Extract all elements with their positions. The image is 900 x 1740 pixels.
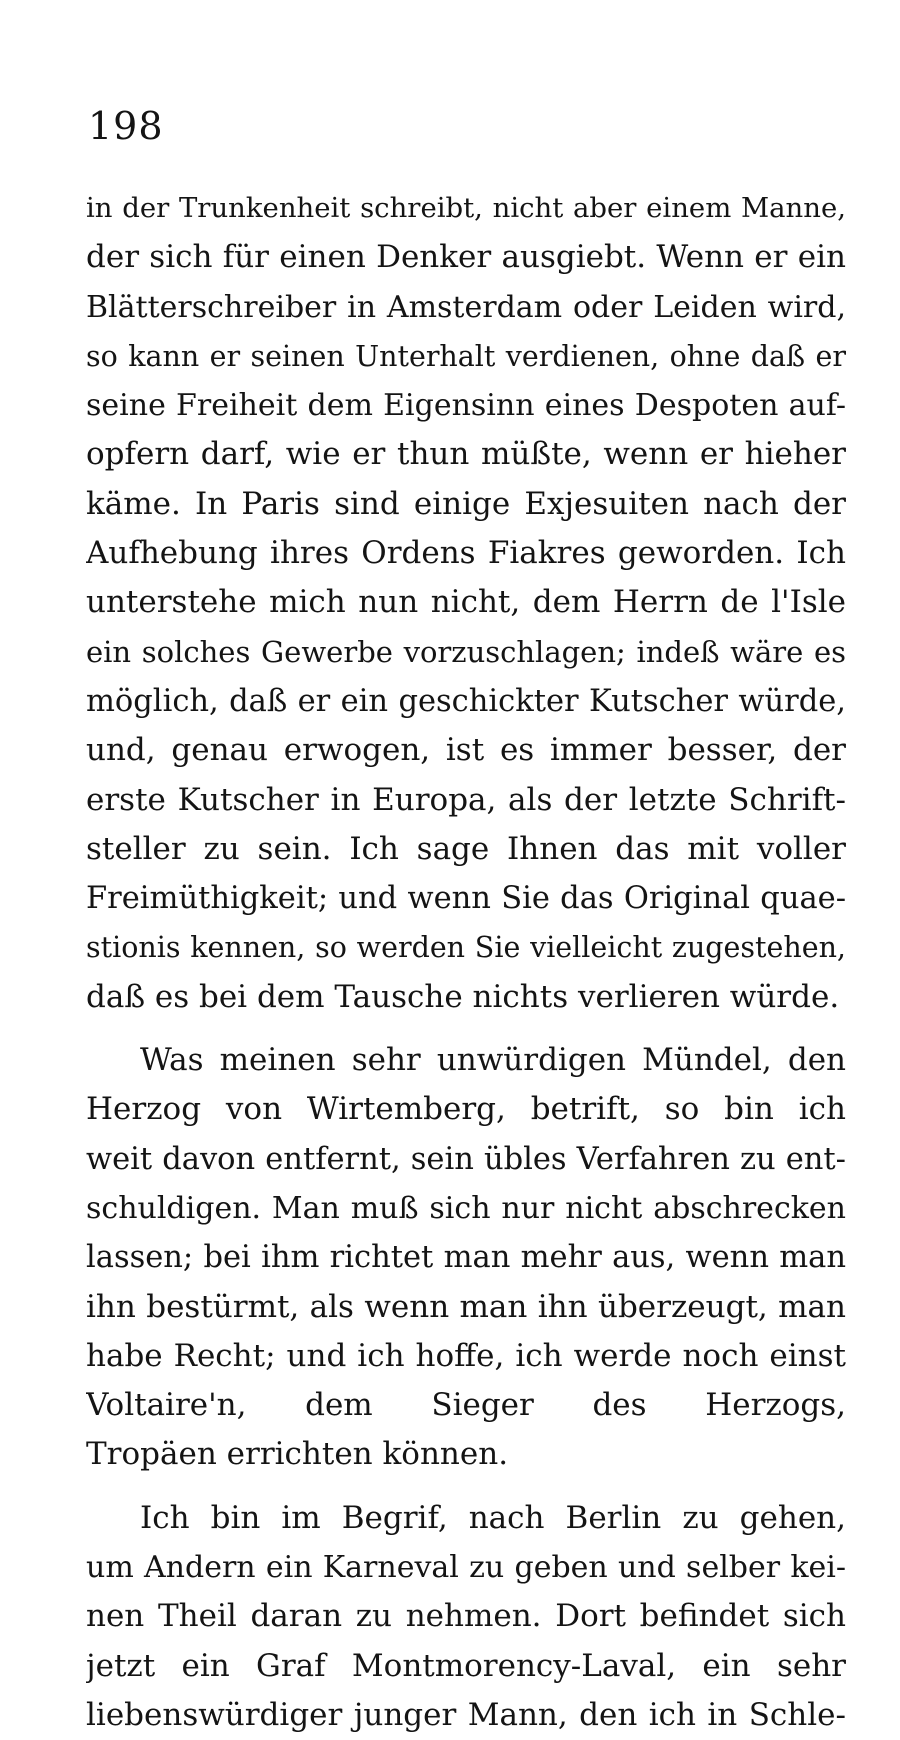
text-line: Voltaire'n, dem Sieger des Herzogs, <box>86 1387 846 1424</box>
text-line: der sich für einen Denker ausgiebt. Wenn er ein <box>86 239 846 276</box>
text-line: Was meinen sehr unwürdigen Mündel, den <box>140 1042 846 1079</box>
text-line: Tropäen errichten können. <box>86 1436 509 1473</box>
text-line: opfern darf, wie er thun müßte, wenn er hieher <box>86 436 846 473</box>
paragraph-gap <box>86 1022 846 1036</box>
text-line: liebenswürdiger junger Mann, den ich in Schle- <box>86 1696 846 1733</box>
text-line: nen Theil daran zu nehmen. Dort befindet sich <box>86 1598 846 1635</box>
text-line: Herzog von Wirtemberg, betrift, so bin ich <box>86 1091 846 1128</box>
text-line: lassen; bei ihm richtet man mehr aus, wenn man <box>86 1240 846 1276</box>
text-line: daß es bei dem Tausche nichts verlieren würde. <box>86 978 840 1015</box>
text-line: habe Recht; und ich hoffe, ich werde noch einst <box>86 1337 846 1374</box>
text-line: in der Trunkenheit schreibt, nicht aber einem Manne, <box>86 192 846 224</box>
text-line: weit davon entfernt, sein übles Verfahren zu ent- <box>86 1141 846 1177</box>
text-line: und, genau erwogen, ist es immer besser, der <box>86 732 846 769</box>
text-line: steller zu sein. Ich sage Ihnen das mit voller <box>86 830 846 867</box>
text-block <box>86 184 846 1740</box>
text-line: erste Kutscher in Europa, als der letzte Schrift- <box>86 781 846 818</box>
paragraph <box>86 1036 846 1480</box>
text-line: Ich bin im Begrif, nach Berlin zu gehen, <box>140 1499 846 1536</box>
text-line: Aufhebung ihres Ordens Fiakres geworden. Ich <box>86 535 846 572</box>
text-line: Blätterschreiber in Amsterdam oder Leiden wird, <box>86 289 846 325</box>
paragraph <box>86 184 846 1022</box>
text-line: ein solches Gewerbe vorzuschlagen; indeß wäre es <box>86 634 846 669</box>
text-line: käme. In Paris sind einige Exjesuiten nach der <box>86 485 846 522</box>
page-number: 198 <box>88 104 164 148</box>
paragraph-gap <box>86 1480 846 1494</box>
text-line: seine Freiheit dem Eigensinn eines Despoten auf- <box>86 388 846 424</box>
text-line: unterstehe mich nun nicht, dem Herrn de l'Isle <box>86 584 846 621</box>
text-line: stionis kennen, so werden Sie vielleicht zugestehen, <box>86 931 846 965</box>
text-line: um Andern ein Karneval zu geben und selber kei- <box>86 1550 846 1586</box>
text-line: jetzt ein Graf Montmorency-Laval, ein sehr <box>86 1647 846 1684</box>
text-line: Freimüthigkeit; und wenn Sie das Original quae- <box>86 881 846 917</box>
paragraph <box>86 1494 846 1740</box>
text-line: ihn bestürmt, als wenn man ihn überzeugt, man <box>86 1288 846 1325</box>
text-line: so kann er seinen Unterhalt verdienen, ohne daß er <box>86 339 846 373</box>
text-line: möglich, daß er ein geschickter Kutscher würde, <box>86 683 846 719</box>
text-line: schuldigen. Man muß sich nur nicht abschrecken <box>86 1190 846 1226</box>
